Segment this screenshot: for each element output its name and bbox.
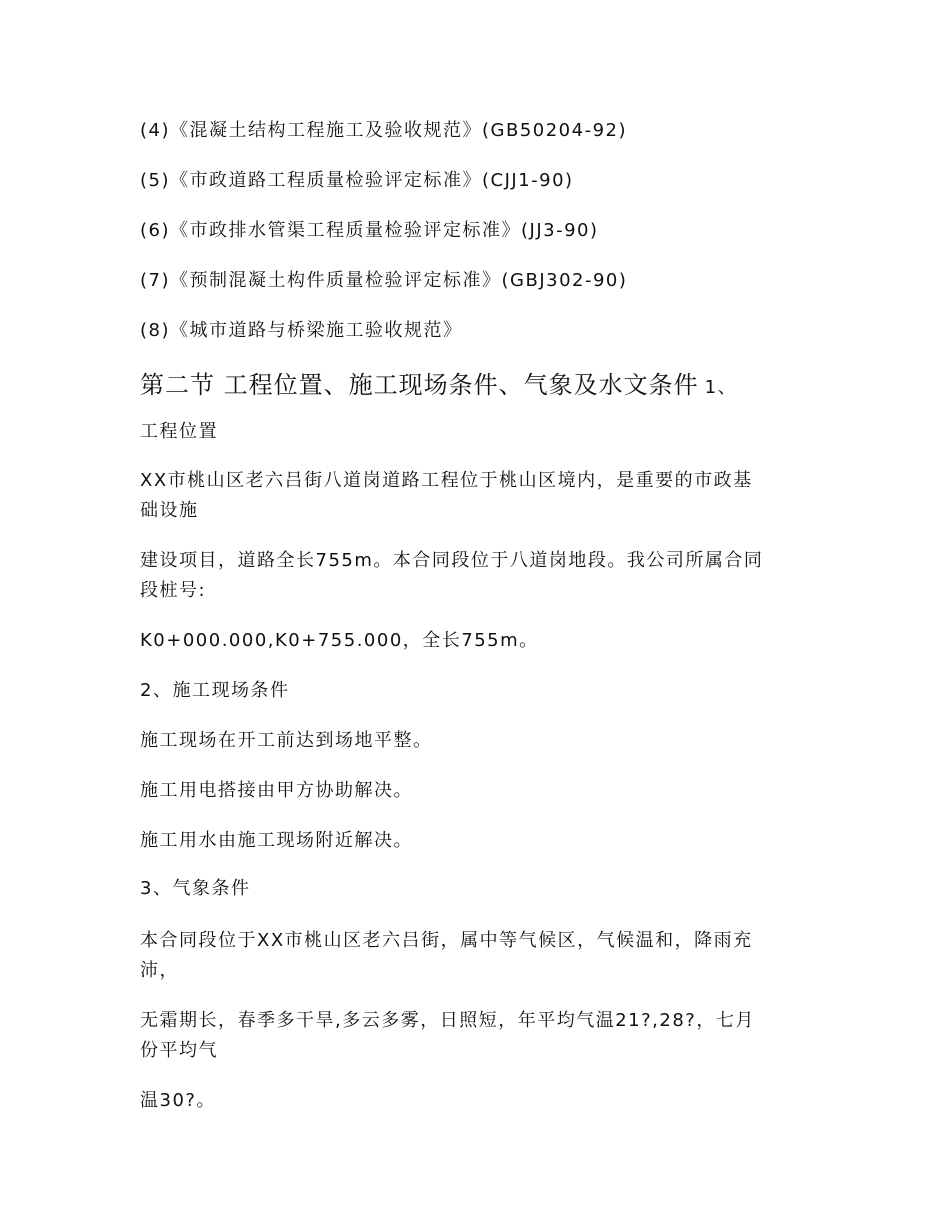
reference-item: (7)《预制混凝土构件质量检验评定标准》(GBJ302-90) (140, 270, 628, 291)
paragraph-line: 建设项目，道路全长755m。本合同段位于八道岗地段。我公司所属合同 (140, 550, 764, 571)
subheading-location: 工程位置 (140, 421, 218, 442)
paragraph-line: XX市桃山区老六吕街八道岗道路工程位于桃山区境内，是重要的市政基 (140, 470, 753, 491)
site-item: 施工用水由施工现场附近解决。 (140, 830, 413, 851)
reference-item: (8)《城市道路与桥梁施工验收规范》 (140, 320, 463, 341)
subheading-weather: 3、气象条件 (140, 878, 251, 899)
paragraph-line: 段桩号: (140, 580, 207, 601)
paragraph-line: 份平均气 (140, 1040, 218, 1061)
section-title (140, 370, 820, 403)
reference-item: (5)《市政道路工程质量检验评定标准》(CJJ1-90) (140, 170, 574, 191)
reference-item: (4)《混凝土结构工程施工及验收规范》(GB50204-92) (140, 120, 627, 141)
paragraph-line: 本合同段位于XX市桃山区老六吕街，属中等气候区，气候温和，降雨充 (140, 930, 753, 951)
reference-item: (6)《市政排水管渠工程质量检验评定标准》(JJ3-90) (140, 220, 599, 241)
paragraph-line: 础设施 (140, 500, 199, 521)
section-title-suffix: 1、 (704, 377, 738, 398)
paragraph-line: 无霜期长，春季多干旱,多云多雾，日照短，年平均气温21?,28?，七月 (140, 1010, 755, 1031)
subheading-site: 2、施工现场条件 (140, 680, 290, 701)
paragraph-line: 温30?。 (140, 1090, 216, 1111)
paragraph-line: 沛， (140, 960, 179, 981)
section-title-text: 第二节 工程位置、施工现场条件、气象及水文条件 (140, 371, 699, 399)
paragraph-line: K0+000.000,K0+755.000，全长755m。 (140, 630, 539, 651)
site-item: 施工现场在开工前达到场地平整。 (140, 730, 433, 751)
site-item: 施工用电搭接由甲方协助解决。 (140, 780, 413, 801)
